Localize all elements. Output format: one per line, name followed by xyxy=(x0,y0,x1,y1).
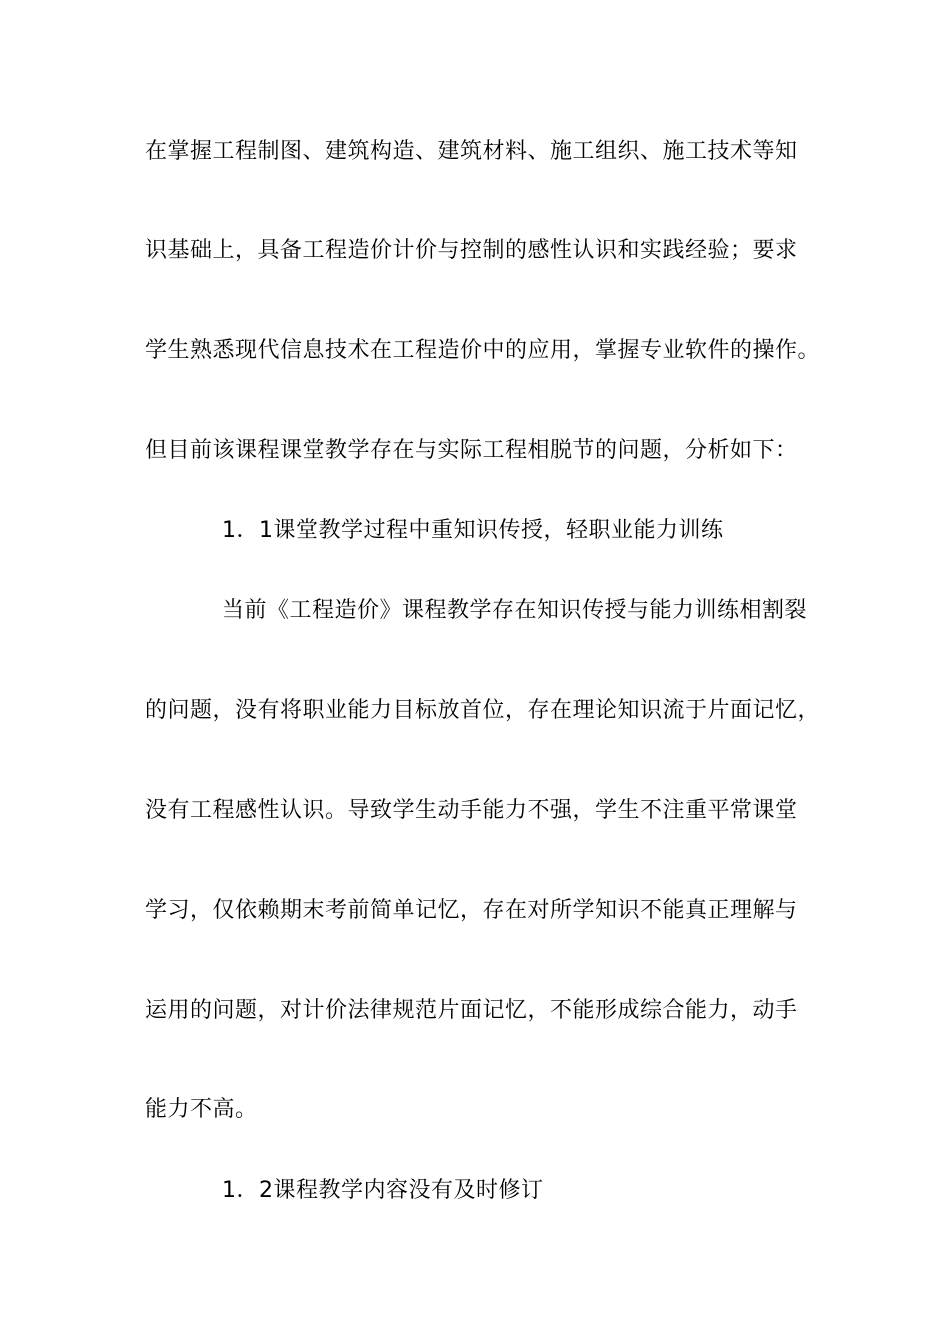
paragraph-line: 没有工程感性认识。导致学生动手能力不强，学生不注重平常课堂 xyxy=(145,798,798,823)
paragraph-line: 的问题，没有将职业能力目标放首位，存在理论知识流于片面记忆， xyxy=(145,698,821,723)
paragraph-line: 但目前该课程课堂教学存在与实际工程相脱节的问题，分析如下： xyxy=(145,438,798,463)
paragraph-line: 学习，仅依赖期末考前简单记忆，存在对所学知识不能真正理解与 xyxy=(145,898,798,923)
paragraph-line: 运用的问题，对计价法律规范片面记忆，不能形成综合能力，动手 xyxy=(145,998,798,1023)
paragraph-line: 识基础上，具备工程造价计价与控制的感性认识和实践经验；要求 xyxy=(145,238,798,263)
paragraph-line: 在掌握工程制图、建筑构造、建筑材料、施工组织、施工技术等知 xyxy=(145,139,798,164)
paragraph-line: 当前《工程造价》课程教学存在知识传授与能力训练相割裂 xyxy=(222,598,808,623)
paragraph-line: 能力不高。 xyxy=(145,1097,258,1122)
section-heading-1-1: 1．1课堂教学过程中重知识传授，轻职业能力训练 xyxy=(222,518,724,543)
section-heading-1-2: 1．2课程教学内容没有及时修订 xyxy=(222,1178,544,1203)
paragraph-line: 学生熟悉现代信息技术在工程造价中的应用，掌握专业软件的操作。 xyxy=(145,338,821,363)
